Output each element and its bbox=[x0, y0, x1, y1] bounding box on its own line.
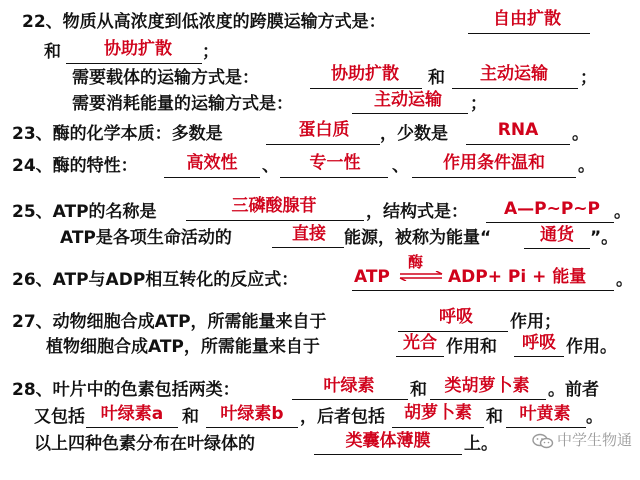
q25-blank-3 bbox=[272, 247, 344, 248]
q28-line2-pre: 又包括 bbox=[34, 407, 85, 427]
q27-answer-3: 呼吸 bbox=[522, 333, 556, 353]
q28-answer-1: 叶绿素 bbox=[323, 376, 375, 396]
q25-answer-3: 直接 bbox=[292, 224, 326, 244]
q23-mid: ，少数是 bbox=[380, 124, 448, 144]
q28-answer-2: 类胡萝卜素 bbox=[444, 376, 530, 396]
q22-blank-3 bbox=[310, 88, 422, 89]
q24-answer-3: 作用条件温和 bbox=[443, 153, 545, 173]
q28-line2-mid1: 和 bbox=[182, 407, 199, 427]
q27-answer-2: 光合 bbox=[403, 333, 437, 353]
q28-line2-mid2: ，后者包括 bbox=[300, 407, 385, 427]
q23-blank-2 bbox=[466, 144, 570, 145]
q22-line3-post: ； bbox=[580, 68, 597, 88]
q25-answer-1: 三磷酸腺苷 bbox=[231, 196, 317, 216]
q28-line2-post: 。 bbox=[586, 407, 603, 427]
q28-blank-5 bbox=[392, 427, 484, 428]
q27-blank-3 bbox=[514, 356, 564, 357]
q27-line2-mid: 作用和 bbox=[446, 337, 497, 357]
q28-answer-6: 叶黄素 bbox=[519, 404, 571, 424]
q24-blank-2 bbox=[280, 177, 388, 178]
q24-answer-1: 高效性 bbox=[186, 153, 238, 173]
q26-post: 。 bbox=[616, 270, 633, 290]
q25-answer-2: A—P~P~P bbox=[503, 199, 601, 219]
q25-line2-post: ”。 bbox=[590, 228, 619, 248]
q23-answer-2: RNA bbox=[497, 120, 539, 140]
q28-line2-mid3: 和 bbox=[486, 407, 503, 427]
q26-pre: 26、ATP与ADP相互转化的反应式： bbox=[12, 270, 299, 290]
watermark-text: 中学生物通 bbox=[556, 431, 632, 449]
q23-blank-1 bbox=[266, 144, 380, 145]
q22-answer-1: 自由扩散 bbox=[493, 9, 561, 29]
q25-line2-pre: ATP是各项生命活动的 bbox=[60, 228, 232, 248]
q24-sep-2: 、 bbox=[392, 156, 409, 176]
q25-blank-4 bbox=[524, 248, 590, 249]
q28-blank-4 bbox=[206, 427, 298, 428]
q24-sep-1: 、 bbox=[262, 156, 279, 176]
q22-line1: 22、物质从高浓度到低浓度的跨膜运输方式是： bbox=[22, 12, 386, 32]
q23-answer-1: 蛋白质 bbox=[298, 120, 350, 140]
q22-line2-post: ； bbox=[202, 42, 219, 62]
q25-line2-mid: 能源，被称为能量“ bbox=[344, 228, 492, 248]
q25-mid: ，结构式是： bbox=[366, 202, 468, 222]
q22-blank-2 bbox=[66, 63, 202, 64]
q27-line2-pre: 植物细胞合成ATP，所需能量来自于 bbox=[46, 337, 320, 357]
q22-blank-1 bbox=[468, 33, 590, 34]
q23-pre: 23、酶的化学本质：多数是 bbox=[12, 124, 223, 144]
reversible-arrow-icon bbox=[398, 271, 444, 281]
q27-line2-post: 作用。 bbox=[566, 337, 617, 357]
q24-blank-1 bbox=[164, 177, 260, 178]
q26-answer-atp: ATP bbox=[354, 267, 390, 287]
q28-line3-post: 上。 bbox=[464, 434, 498, 454]
q22-line4: 需要消耗能量的运输方式是： bbox=[72, 94, 293, 114]
q27-blank-2 bbox=[396, 356, 444, 357]
q22-line3-mid: 和 bbox=[428, 68, 445, 88]
q27-blank-1 bbox=[398, 331, 508, 332]
q27-line1-pre: 27、动物细胞合成ATP，所需能量来自于 bbox=[12, 312, 327, 332]
q24-pre: 24、酶的特性： bbox=[12, 156, 138, 176]
q22-answer-4: 主动运输 bbox=[480, 64, 548, 84]
q22-line3: 需要载体的运输方式是： bbox=[72, 68, 259, 88]
q28-blank-1 bbox=[292, 399, 408, 400]
watermark bbox=[532, 429, 632, 450]
q25-answer-4: 通货 bbox=[540, 225, 574, 245]
q28-line1-mid: 和 bbox=[410, 380, 427, 400]
q22-line4-post: ； bbox=[470, 94, 487, 114]
q26-enzyme-label: 酶 bbox=[408, 253, 424, 271]
q28-blank-2 bbox=[430, 399, 546, 400]
q28-blank-7 bbox=[314, 454, 462, 455]
q25-blank-2 bbox=[486, 222, 614, 223]
q26-blank bbox=[352, 290, 614, 291]
q28-line1-post: 。前者 bbox=[548, 380, 599, 400]
q24-answer-2: 专一性 bbox=[309, 153, 361, 173]
q27-answer-1: 呼吸 bbox=[439, 307, 473, 327]
q24-blank-3 bbox=[412, 177, 576, 178]
q28-answer-4: 叶绿素b bbox=[220, 404, 284, 424]
q26-answer-products: ADP+ Pi + 能量 bbox=[448, 267, 587, 287]
wechat-icon bbox=[532, 433, 554, 449]
q28-line3-pre: 以上四种色素分布在叶绿体的 bbox=[34, 434, 255, 454]
q28-line1-pre: 28、叶片中的色素包括两类： bbox=[12, 380, 240, 400]
q22-answer-5: 主动运输 bbox=[374, 90, 442, 110]
q22-answer-2: 协助扩散 bbox=[104, 39, 172, 59]
q25-blank-1 bbox=[186, 220, 364, 221]
q22-answer-3: 协助扩散 bbox=[331, 64, 399, 84]
q25-pre: 25、ATP的名称是 bbox=[12, 202, 157, 222]
q22-blank-5 bbox=[352, 113, 468, 114]
q28-answer-7: 类囊体薄膜 bbox=[345, 431, 431, 451]
q28-answer-5: 胡萝卜素 bbox=[404, 403, 472, 423]
q28-blank-6 bbox=[506, 427, 586, 428]
q23-post: 。 bbox=[572, 124, 589, 144]
q28-blank-3 bbox=[86, 427, 178, 428]
q22-blank-4 bbox=[452, 88, 578, 89]
q27-line1-post: 作用； bbox=[510, 312, 561, 332]
q24-post: 。 bbox=[578, 156, 595, 176]
q28-answer-3: 叶绿素a bbox=[100, 404, 164, 424]
q25-post: 。 bbox=[614, 202, 631, 222]
q22-line2-pre: 和 bbox=[44, 42, 61, 62]
